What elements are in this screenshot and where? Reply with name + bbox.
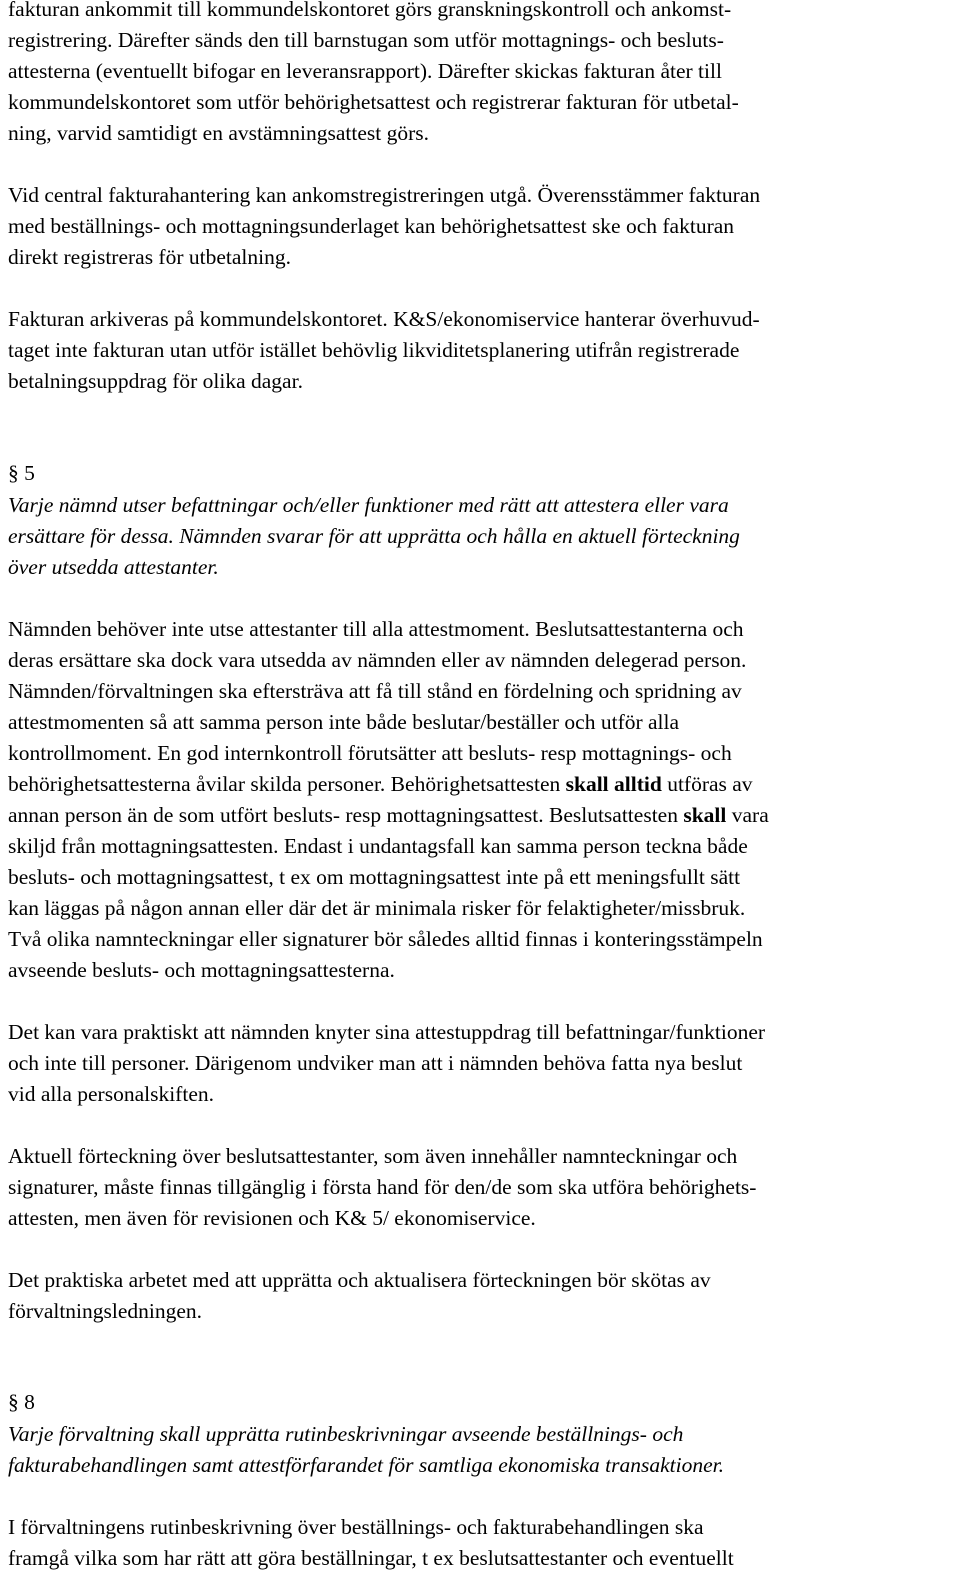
text-line: fakturan ankommit till kommundelskontoret görs granskningskontroll och ankomst- — [8, 0, 732, 21]
text-line: fakturabehandlingen samt attestförfarandet för samtliga ekonomiska transaktioner. — [8, 1453, 725, 1477]
text-line: attesterna (eventuellt bifogar en leveransrapport). Därefter skickas fakturan åter till — [8, 59, 722, 83]
text-line: deras ersättare ska dock vara utsedda av nämnden eller av nämnden delegerad person. — [8, 648, 747, 672]
text-line: Två olika namnteckningar eller signaturer bör således alltid finnas i konteringsstämpeln — [8, 927, 763, 951]
text-line: I förvaltningens rutinbeskrivning över beställnings- och fakturabehandlingen ska — [8, 1515, 704, 1539]
text-span: vara — [726, 803, 769, 827]
text-line: vid alla personalskiften. — [8, 1082, 214, 1106]
text-line: betalningsuppdrag för olika dagar. — [8, 369, 303, 393]
text-line: kommundelskontoret som utför behörighetsattest och registrerar fakturan för utbetal- — [8, 90, 739, 114]
text-line: och inte till personer. Därigenom undviker man att i nämnden behöva fatta nya beslut — [8, 1051, 743, 1075]
text-line: Vid central fakturahantering kan ankomstregistreringen utgå. Överensstämmer fakturan — [8, 183, 761, 207]
text-span: annan person än de som utfört besluts- resp mottagningsattest. Beslutsattesten — [8, 803, 684, 827]
text-line: Varje förvaltning skall upprätta rutinbeskrivningar avseende beställnings- och — [8, 1422, 684, 1446]
text-line: besluts- och mottagningsattest, t ex om mottagningsattest inte på ett meningsfullt sätt — [8, 865, 741, 889]
text-line: framgå vilka som har rätt att göra beställningar, t ex beslutsattestanter och eventuellt — [8, 1546, 734, 1570]
text-line: förvaltningsledningen. — [8, 1299, 203, 1323]
text-line: Det praktiska arbetet med att upprätta och aktualisera förteckningen bör skötas av — [8, 1268, 711, 1292]
bold-emphasis: skall — [683, 803, 727, 827]
text-line: avseende besluts- och mottagningsattesterna. — [8, 958, 395, 982]
section-heading: § 8 — [8, 1390, 35, 1414]
text-line: Aktuell förteckning över beslutsattestanter, som även innehåller namnteckningar och — [8, 1144, 738, 1168]
text-line: med beställnings- och mottagningsunderlaget kan behörighetsattest ske och fakturan — [8, 214, 735, 238]
text-line: signaturer, måste finnas tillgänglig i första hand för den/de som ska utföra behörighets- — [8, 1175, 757, 1199]
text-span: behörighetsattesterna åvilar skilda personer. Behörighetsattesten — [8, 772, 566, 796]
text-line: direkt registreras för utbetalning. — [8, 245, 291, 269]
text-line: ning, varvid samtidigt en avstämningsattest görs. — [8, 121, 429, 145]
text-line: över utsedda attestanter. — [8, 555, 219, 579]
text-line: skiljd från mottagningsattesten. Endast i undantagsfall kan samma person teckna både — [8, 834, 748, 858]
text-line: kontrollmoment. En god internkontroll förutsätter att besluts- resp mottagnings- och — [8, 741, 732, 765]
text-line — [8, 800, 769, 831]
text-line — [8, 769, 753, 800]
text-line: kan läggas på någon annan eller där det är minimala risker för felaktigheter/missbruk. — [8, 896, 746, 920]
text-line: taget inte fakturan utan utför istället behövlig likviditetsplanering utifrån registrerade — [8, 338, 740, 362]
text-span: utföras av — [661, 772, 753, 796]
text-line: Fakturan arkiveras på kommundelskontoret. K&S/ekonomiservice hanterar överhuvud- — [8, 307, 760, 331]
bold-emphasis: skall alltid — [565, 772, 662, 796]
section-heading: § 5 — [8, 461, 35, 485]
text-line: registrering. Därefter sänds den till barnstugan som utför mottagnings- och besluts- — [8, 28, 724, 52]
text-line: ersättare för dessa. Nämnden svarar för att upprätta och hålla en aktuell förteckning — [8, 524, 740, 548]
text-line: Nämnden behöver inte utse attestanter till alla attestmoment. Beslutsattestanterna och — [8, 617, 744, 641]
text-line: attestmomenten så att samma person inte både beslutar/beställer och utför alla — [8, 710, 680, 734]
text-line: Nämnden/förvaltningen ska eftersträva att få till stånd en fördelning och spridning av — [8, 679, 742, 703]
text-line: Varje nämnd utser befattningar och/eller funktioner med rätt att attestera eller vara — [8, 493, 729, 517]
text-line: Det kan vara praktiskt att nämnden knyter sina attestuppdrag till befattningar/funktioner — [8, 1020, 766, 1044]
text-line: attesten, men även för revisionen och K& 5/ ekonomiservice. — [8, 1206, 536, 1230]
